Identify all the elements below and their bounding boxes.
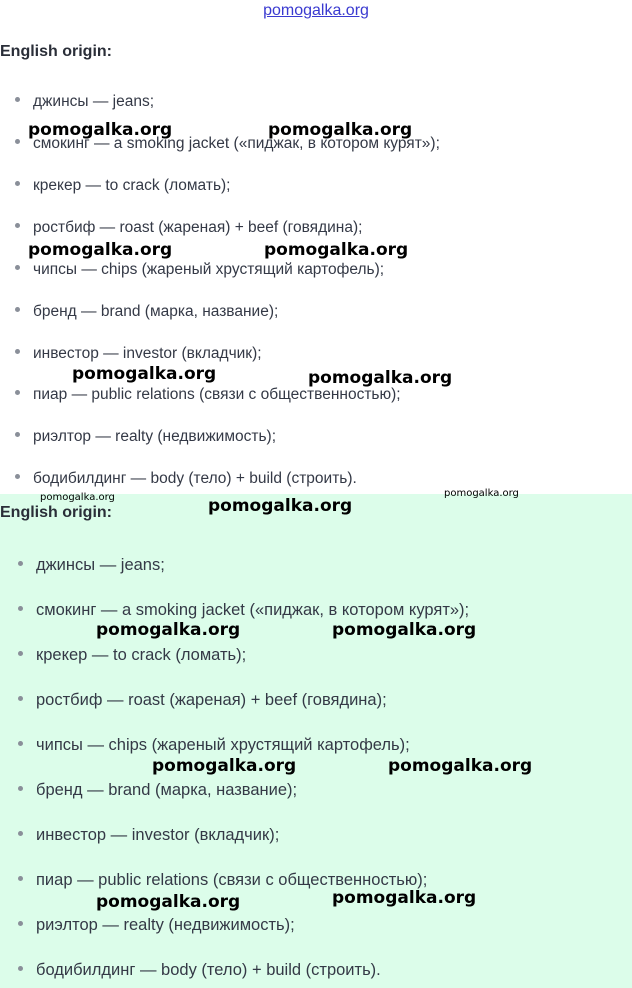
list-item-text: пиар — public relations (связи с общественностью); [33,386,401,403]
list-item-text: бодибилдинг — body (тело) + build (строить). [36,961,381,979]
watermark: pomogalka.org [208,496,353,516]
bullet-icon [18,921,23,926]
list-item-text: чипсы — chips (жареный хрустящий картофель); [36,736,410,754]
watermark: pomogalka.org [28,120,173,140]
list-item [18,691,387,710]
bullet-icon [15,390,20,395]
list-item [15,93,154,111]
watermark: pomogalka.org [308,368,453,388]
bullet-icon [15,307,20,312]
bullet-icon [18,876,23,881]
list-item-text: риэлтор — realty (недвижимость); [33,428,277,445]
list-item-text: ростбиф — roast (жареная) + beef (говядина); [36,691,387,709]
list-item-text: чипсы — chips (жареный хрустящий картофель); [33,261,385,278]
list-item-text: крекер — to crack (ломать); [36,646,247,664]
list-item-text: бодибилдинг — body (тело) + build (строить). [33,470,357,487]
bullet-icon [15,474,20,479]
list-item [18,601,469,620]
bullet-icon [15,265,20,270]
bullet-icon [15,97,20,102]
watermark: pomogalka.org [96,620,241,640]
watermark: pomogalka.org [28,240,173,260]
bullet-icon [18,606,23,611]
bullet-icon [18,741,23,746]
list-item-text: риэлтор — realty (недвижимость); [36,916,295,934]
list-item-text: бренд — brand (марка, название); [33,303,279,320]
bullet-icon [18,651,23,656]
bullet-icon [15,139,20,144]
watermark: pomogalka.org [268,120,413,140]
site-link[interactable]: pomogalka.org [263,2,369,19]
list-item [18,916,295,935]
watermark: pomogalka.org [152,756,297,776]
bullet-icon [15,223,20,228]
bullet-icon [18,786,23,791]
watermark: pomogalka.org [72,364,217,384]
list-item-text: крекер — to crack (ломать); [33,177,231,194]
bullet-icon [15,432,20,437]
list-item-text: ростбиф — roast (жареная) + beef (говядина); [33,219,363,236]
list-item [18,961,381,980]
list-item [15,177,230,195]
list-item-text: смокинг — a smoking jacket («пиджак, в котором курят»); [33,135,440,152]
bullet-icon [15,349,20,354]
bullet-icon [18,966,23,971]
bullet-icon [15,181,20,186]
list-item-text: бренд — brand (марка, название); [36,781,298,799]
list-item-text: смокинг — a smoking jacket («пиджак, в котором курят»); [36,601,470,619]
watermark: pomogalka.org [388,756,533,776]
section-heading: English origin: [0,43,112,60]
list-item [15,219,362,237]
list-item [15,303,278,321]
bullet-icon [18,696,23,701]
section-heading: English origin: [0,504,112,521]
watermark: pomogalka.org [332,620,477,640]
bullet-icon [18,831,23,836]
watermark: pomogalka.org [444,488,519,499]
watermark: pomogalka.org [264,240,409,260]
list-item [15,345,262,363]
bullet-icon [18,561,23,566]
list-item-text: джинсы — jeans; [36,556,165,574]
list-item [18,826,279,845]
list-item-text: инвестор — investor (вкладчик); [36,826,280,844]
list-item [18,646,246,665]
list-item [15,428,276,446]
watermark: pomogalka.org [96,892,241,912]
list-item [18,781,297,800]
watermark: pomogalka.org [332,888,477,908]
list-item [18,556,165,575]
list-item [15,470,357,488]
list-item-text: инвестор — investor (вкладчик); [33,345,262,362]
list-item [15,386,401,404]
list-item-text: джинсы — jeans; [33,93,154,110]
watermark: pomogalka.org [40,492,115,503]
list-item [18,736,410,755]
list-item-text: пиар — public relations (связи с общественностью); [36,871,428,889]
list-item [15,261,384,279]
bottom-section [0,494,632,988]
